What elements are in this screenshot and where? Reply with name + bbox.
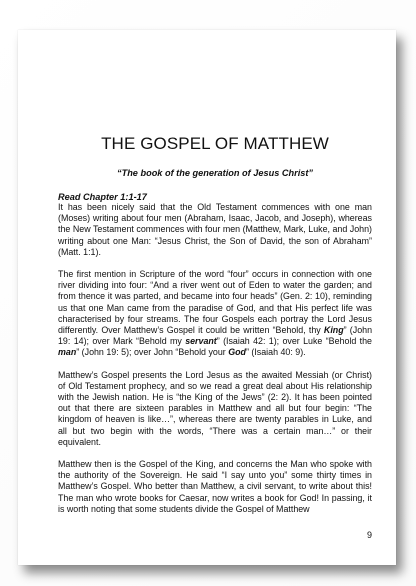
paragraph-2-part-c: ” (Isaiah 42: 1); over Luke “Behold the xyxy=(216,336,372,347)
paragraph-4: Matthew then is the Gospel of the King, and concerns the Man who spoke with the authority of the Sovereign. He said “I say unto you” some thirty times in Matthew’s Gospel. Who better than Matthew, a civil servant, to write about this! The man who wrote books for Caesar, now writes a book for God! In passing, it is worth noting that some students divide the Gospel of Matthew xyxy=(58,459,372,514)
chapter-title: THE GOSPEL OF MATTHEW xyxy=(101,134,329,153)
paragraph-3: Matthew’s Gospel presents the Lord Jesus as the awaited Messiah (or Christ) of Old Testament prophecy, and so we read a great deal about His relationship with the Jewish nation. He is “the King of the Jews” (2: 2). It has been pointed out that there are sixteen parables in Matthew and all but four begin: “The kingdom of heaven is like…”, whereas there are twenty parables in Luke, and all but two begin with the words, “There was a certain man…” or their equivalent. xyxy=(58,369,372,447)
paragraph-1: It has been nicely said that the Old Testament commences with one man (Moses) writing about four men (Abraham, Isaac, Jacob, and Joseph), whereas the New Testament commences with four men (Matthew, Mark, Luke, and John) writing about one Man: “Jesus Christ, the Son of David, the son of Abraham” (Matt. 1:1). xyxy=(58,202,372,257)
book-page xyxy=(18,30,396,565)
chapter-subtitle: “The book of the generation of Jesus Christ” xyxy=(116,168,314,178)
page-number: 9 xyxy=(366,530,372,540)
emphasis-god: God xyxy=(228,347,246,358)
paragraph-2 xyxy=(58,269,372,359)
paragraph-2-part-b: ” (John 19: 14); over Mark “Behold my xyxy=(58,325,373,347)
paragraph-2-part-e: ” (Isaiah 40: 9). xyxy=(245,347,306,358)
emphasis-man: man xyxy=(58,347,77,358)
reading-reference: Read Chapter 1:1-17 xyxy=(58,192,147,202)
emphasis-servant: servant xyxy=(185,336,217,347)
emphasis-king: King xyxy=(323,325,344,336)
page-body xyxy=(58,134,372,526)
paragraph-2-part-a: The first mention in Scripture of the word “four” occurs in connection with one river dividing into four: “And a river went out of Eden to water the garden; and from thence it was parted, and became into four heads” (Gen. 2: 10), reminding us that one Man came from the paradise of God, and that His perfect life was characterised by four streams. The four Gospels each portray the Lord Jesus differently. Over Matthew’s Gospel it could be written “Behold, thy xyxy=(58,269,372,336)
paragraph-2-part-d: ” (John 19: 5); over John “Behold your xyxy=(76,347,229,358)
